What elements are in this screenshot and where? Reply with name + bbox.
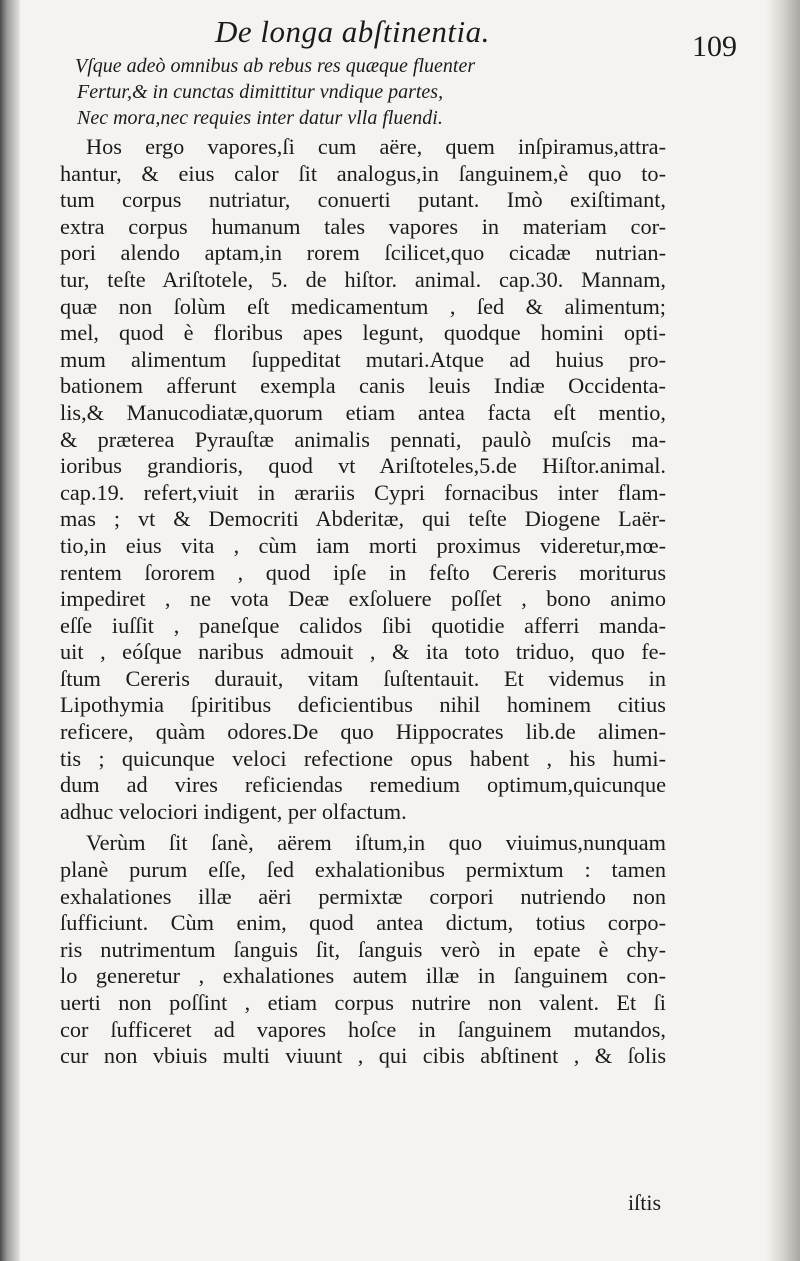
text-line: mas ; vt & Democriti Abderitæ, qui teſte Diogene Laër- xyxy=(60,506,666,532)
text-line: tis ; quicunque veloci refectione opus habent , his humi- xyxy=(60,745,666,771)
page-header xyxy=(75,14,737,63)
text-line: ioribus grandioris, quod vt Ariſtoteles,5.de Hiſtor.animal. xyxy=(60,453,666,479)
verse-line: Fertur,& in cunctas dimittitur vndique partes, xyxy=(77,81,444,103)
text-line: rentem ſororem , quod ipſe in feſto Cereris moriturus xyxy=(60,559,666,585)
text-line: exhalationes illæ aëri permixtæ corpori nutriendo non xyxy=(60,883,666,909)
text-line: mum alimentum ſuppeditat mutari.Atque ad huius pro- xyxy=(60,346,666,372)
running-title: De longa abſtinentia. xyxy=(215,14,490,49)
text-line: bationem afferunt exempla canis leuis Indiæ Occidenta- xyxy=(60,373,666,399)
text-line: tio,in eius vita , cùm iam morti proximus videretur,mœ- xyxy=(60,532,666,558)
text-line: lo generetur , exhalationes autem illæ in ſanguinem con- xyxy=(60,963,666,989)
text-line: Verùm ſit ſanè, aërem iſtum,in quo viuimus,nunquam xyxy=(86,830,666,856)
text-line: quæ non ſolùm eſt medicamentum , ſed & alimentum; xyxy=(60,293,666,319)
text-line: Lipothymia ſpiritibus deficientibus nihil hominem citius xyxy=(60,692,666,718)
text-line: tum corpus nutriatur, conuerti putant. Imò exiſtimant, xyxy=(60,187,666,213)
text-line: cap.19. refert,viuit in ærariis Cypri fornacibus inter flam- xyxy=(60,479,666,505)
text-line: extra corpus humanum tales vapores in materiam cor- xyxy=(60,213,666,239)
text-line: ſufficiunt. Cùm enim, quod antea dictum, totius corpo- xyxy=(60,910,666,936)
paragraph-2 xyxy=(60,830,666,1069)
gutter-shadow xyxy=(0,0,20,1261)
text-line: eſſe iuſſit , paneſque calidos ſibi quotidie afferri manda- xyxy=(60,612,666,638)
text-line: & præterea Pyrauſtæ animalis pennati, paulò muſcis ma- xyxy=(60,426,666,452)
text-line: dum ad vires reficiendas remedium optimum,quicunque xyxy=(60,772,666,798)
text-line: mel, quod è floribus apes legunt, quodque homini opti- xyxy=(60,320,666,346)
text-line: ſtum Cereris durauit, vitam ſuſtentauit. Et videmus in xyxy=(60,665,666,691)
body-text xyxy=(60,134,666,1070)
text-line: Hos ergo vapores,ſi cum aëre, quem inſpiramus,attra- xyxy=(86,134,666,159)
page-number: 109 xyxy=(692,30,737,63)
text-line: tur, teſte Ariſtotele, 5. de hiſtor. animal. cap.30. Mannam, xyxy=(60,266,666,292)
verse-line: Vſque adeò omnibus ab rebus res quæque fluenter xyxy=(75,55,476,77)
text-line: ris nutrimentum ſanguis ſit, ſanguis verò in epate è chy- xyxy=(60,936,666,962)
text-line: hantur, & eius calor ſit analogus,in ſanguinem,è quo to- xyxy=(60,160,666,186)
verse-quotation xyxy=(75,53,595,131)
text-line: lis,& Manucodiatæ,quorum etiam antea facta eſt mentio, xyxy=(60,399,666,425)
text-line: pori alendo aptam,in rorem ſcilicet,quo cicadæ nutrian- xyxy=(60,240,666,266)
text-line: uit , eóſque naribus admouit , & ita toto triduo, quo fe- xyxy=(60,639,666,665)
verse-line: Nec mora,nec requies inter datur vlla fluendi. xyxy=(77,107,443,129)
paragraph-1 xyxy=(60,134,666,825)
text-line: planè purum eſſe, ſed exhalationibus permixtum : tamen xyxy=(60,857,666,883)
page-edge-shadow xyxy=(766,0,800,1261)
text-line: uerti non poſſint , etiam corpus nutrire non valent. Et ſi xyxy=(60,990,666,1015)
text-line: reficere, quàm odores.De quo Hippocrates lib.de alimen- xyxy=(60,719,666,745)
text-line: adhuc velociori indigent, per olfactum. xyxy=(60,798,407,824)
text-line: impediret , ne vota Deæ exſoluere poſſet , bono animo xyxy=(60,586,666,612)
catchword: iſtis xyxy=(628,1190,662,1215)
text-line: cor ſufficeret ad vapores hoſce in ſanguinem mutandos, xyxy=(60,1016,666,1042)
text-line: cur non vbiuis multi viuunt , qui cibis abſtinent , & ſolis xyxy=(60,1043,666,1069)
